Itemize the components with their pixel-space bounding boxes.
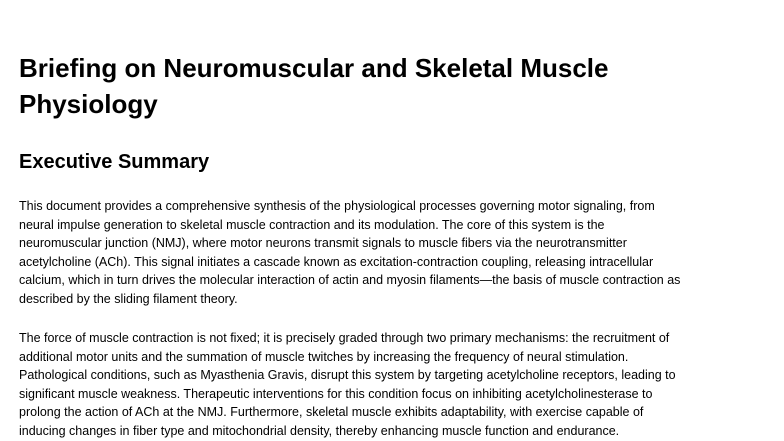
document-title-line-1: Briefing on Neuromuscular and Skeletal Muscle [19,53,609,83]
document-title [19,50,771,122]
paragraph-1-line-4: acetylcholine (ACh). This signal initiates a cascade known as excitation-contraction coupling, releasing intracellular [19,254,654,269]
paragraph-2 [19,329,771,441]
paragraph-2-line-1: The force of muscle contraction is not fixed; it is precisely graded through two primary mechanisms: the recruitment of [19,331,670,345]
paragraph-2-line-3: Pathological conditions, such as Myasthenia Gravis, disrupt this system by targeting acetylcholine receptors, leading to [19,368,676,383]
section-heading-executive-summary: Executive Summary [19,151,210,173]
document-title-line-2: Physiology [19,89,158,119]
paragraph-2-line-2: additional motor units and the summation of muscle twitches by increasing the frequency of neural stimulation. [19,349,629,364]
paragraph-1 [19,197,771,309]
paragraph-1-line-5: calcium, which in turn drives the molecular interaction of actin and myosin filaments—the basis of muscle contraction as [19,273,681,288]
paragraph-1-line-1: This document provides a comprehensive synthesis of the physiological processes governing motor signaling, from [19,199,655,213]
paragraph-2-line-5: prolong the action of ACh at the NMJ. Furthermore, skeletal muscle exhibits adaptability, with exercise capable of [19,405,644,420]
paragraph-2-line-6: inducing changes in fiber type and mitochondrial density, thereby enhancing muscle function and endurance. [19,423,620,438]
paragraph-1-line-3: neuromuscular junction (NMJ), where motor neurons transmit signals to muscle fibers via the neurotransmitter [19,236,627,251]
paragraph-1-line-2: neural impulse generation to skeletal muscle contraction and its modulation. The core of this system is the [19,217,605,232]
paragraph-1-line-6: described by the sliding filament theory. [19,291,238,306]
paragraph-2-line-4: significant muscle weakness. Therapeutic interventions for this condition focus on inhibiting acetylcholinesterase to [19,386,653,401]
